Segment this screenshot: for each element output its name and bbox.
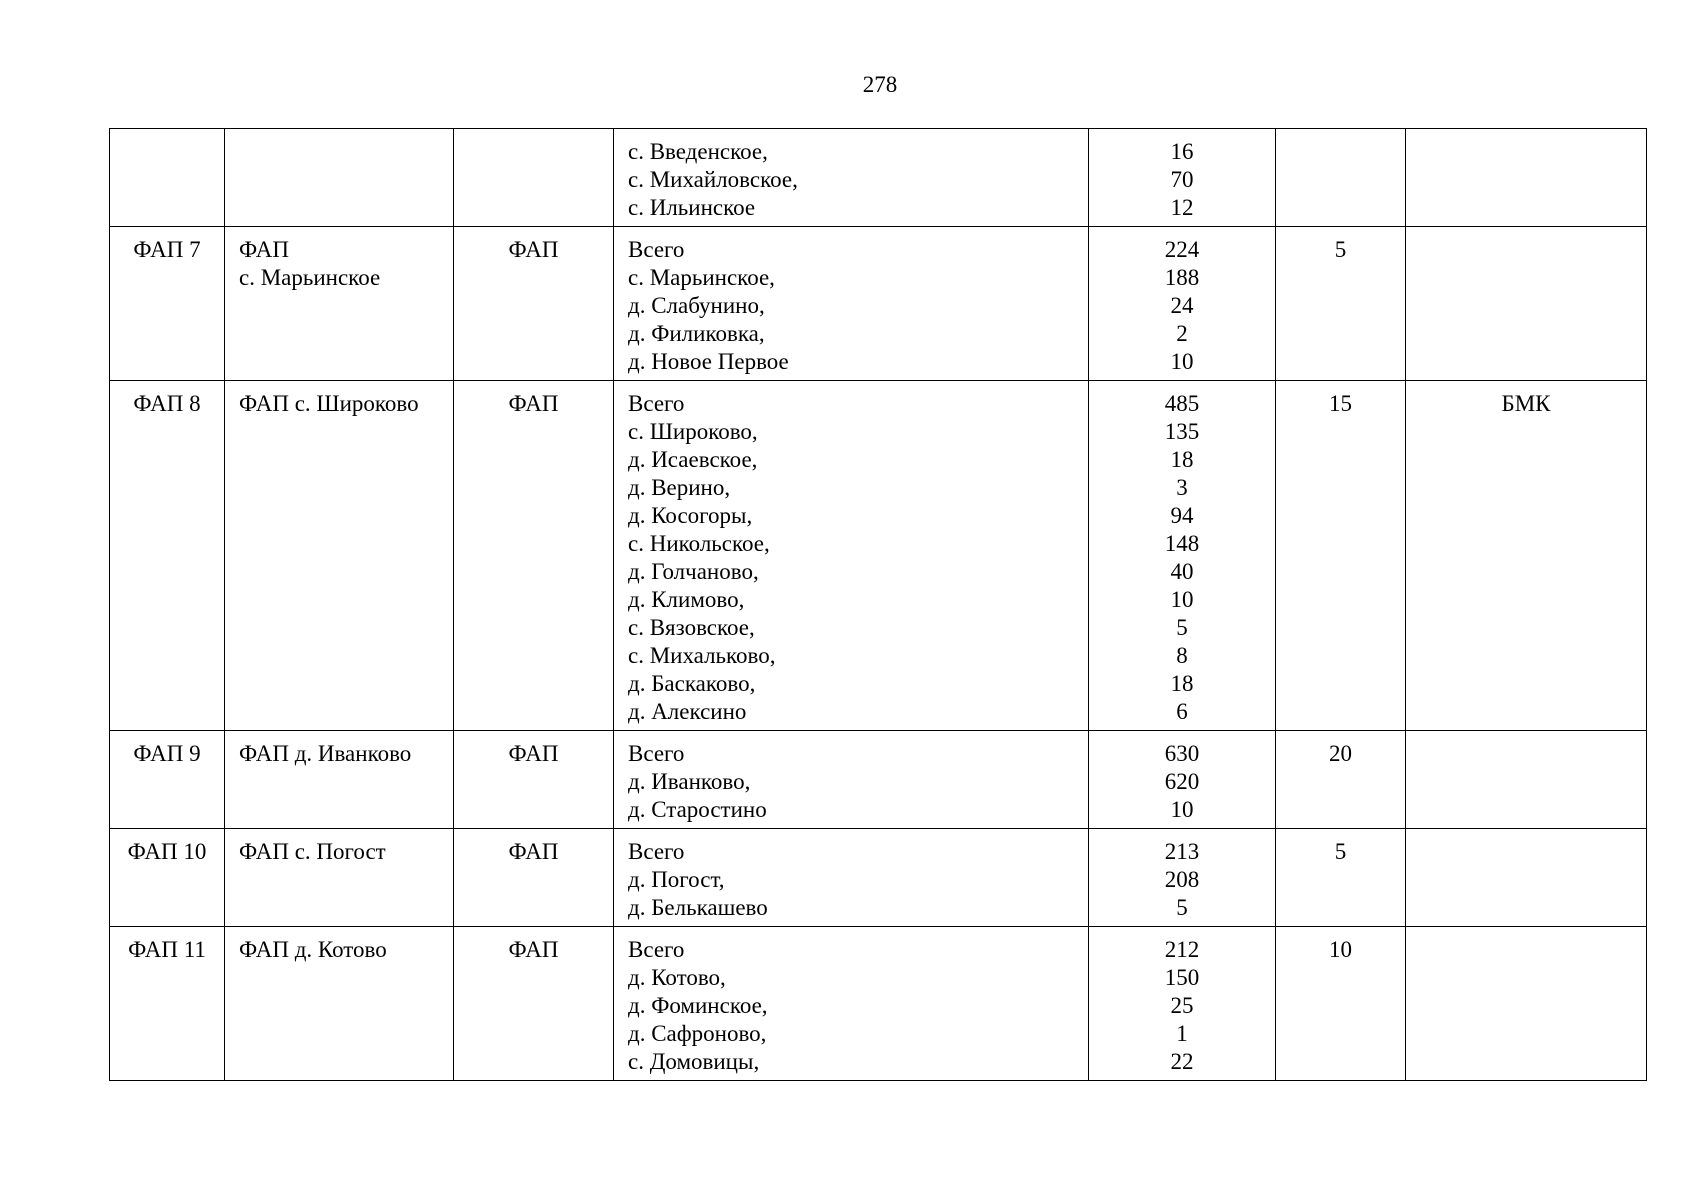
facility-code [124,138,210,166]
settlement-name: с. Марьинское, [628,265,775,290]
settlement-name: д. Новое Первое [628,349,789,374]
population-value: 40 [1170,559,1194,584]
distance-value: 10 [1329,937,1352,962]
population-value: 18 [1170,671,1194,696]
population-value: 150 [1164,965,1200,990]
population-value: 70 [1170,167,1194,192]
population-value: 10 [1170,797,1194,822]
facility-code-cell [110,227,225,381]
note-value [1420,138,1632,166]
population-value: 148 [1164,531,1200,556]
facility-name-cell [225,927,454,1081]
population-value: 8 [1176,643,1188,668]
note-cell [1406,829,1647,927]
table-body [110,129,1647,1081]
facility-code: ФАП 9 [133,741,201,766]
population-value: 94 [1170,503,1194,528]
settlements-cell [614,731,1089,829]
facility-type-cell [454,129,614,227]
facility-type [468,138,599,166]
settlements-cell [614,227,1089,381]
facility-name-cell [225,731,454,829]
settlement-name: д. Слабунино, [628,293,765,318]
facility-code-cell [110,927,225,1081]
settlement-name: д. Баскаково, [628,671,756,696]
settlement-name: с. Введенское, [628,139,768,164]
population-cell [1089,381,1276,731]
facility-code: ФАП 7 [133,237,201,262]
facility-code: ФАП 8 [133,391,201,416]
settlement-name: Всего [628,741,685,766]
population-value: 25 [1170,993,1194,1018]
settlement-name: д. Верино, [628,475,731,500]
facility-type: ФАП [508,391,559,416]
facility-code-cell [110,731,225,829]
distance-cell [1276,227,1406,381]
population-value: 212 [1164,937,1200,962]
table-row [110,731,1647,829]
settlement-name: д. Голчаново, [628,559,759,584]
facility-type: ФАП [508,937,559,962]
population-value: 18 [1170,447,1194,472]
population-value: 16 [1170,139,1194,164]
distance-value: 15 [1329,391,1352,416]
note-value: БМК [1501,391,1551,416]
facility-name-cell [225,381,454,731]
settlement-name: д. Котово, [628,965,726,990]
facility-type-cell [454,227,614,381]
population-value: 208 [1164,867,1200,892]
facility-name-line: ФАП д. Иванково [239,741,412,766]
settlement-name: Всего [628,237,685,262]
page-number: 278 [862,72,898,97]
note-value [1420,740,1632,768]
table-row [110,129,1647,227]
facility-name-line: ФАП с. Широково [239,391,419,416]
population-value: 485 [1164,391,1200,416]
facility-name-cell [225,227,454,381]
settlement-name: д. Исаевское, [628,447,758,472]
settlement-name: с. Вязовское, [628,615,755,640]
population-value: 3 [1176,475,1188,500]
facility-type: ФАП [508,839,559,864]
settlement-name: д. Погост, [628,867,725,892]
settlement-name: с. Михайловское, [628,167,798,192]
facility-type-cell [454,381,614,731]
population-value: 188 [1164,265,1200,290]
settlement-name: д. Старостино [628,797,767,822]
settlement-name: д. Белькашево [628,895,768,920]
facility-name-line: ФАП с. Погост [239,839,386,864]
distance-value [1290,138,1391,166]
settlement-name: с. Домовицы, [628,1049,760,1074]
population-cell [1089,829,1276,927]
distance-value: 20 [1329,741,1352,766]
settlement-name: д. Сафроново, [628,1021,767,1046]
distance-value: 5 [1334,839,1347,864]
population-value: 135 [1164,419,1200,444]
note-cell [1406,731,1647,829]
facility-name-line: с. Марьинское [239,265,381,290]
settlements-cell [614,829,1089,927]
settlement-name: Всего [628,839,685,864]
population-value: 5 [1176,895,1188,920]
population-value: 213 [1164,839,1200,864]
settlements-cell [614,129,1089,227]
settlement-name: с. Ильинское [628,195,756,220]
settlement-name: д. Филиковка, [628,321,765,346]
population-value: 630 [1164,741,1200,766]
population-cell [1089,227,1276,381]
table-row [110,227,1647,381]
distance-cell [1276,129,1406,227]
population-cell [1089,731,1276,829]
facility-name-line: ФАП д. Котово [239,937,387,962]
facility-type-cell [454,731,614,829]
population-value: 6 [1176,699,1188,724]
facilities-table [109,128,1647,1081]
facility-type-cell [454,829,614,927]
distance-cell [1276,829,1406,927]
settlement-name: д. Климово, [628,587,745,612]
facility-code: ФАП 10 [127,839,207,864]
settlement-name: д. Фоминское, [628,993,768,1018]
facility-type-cell [454,927,614,1081]
settlements-cell [614,381,1089,731]
facility-name-cell [225,829,454,927]
population-value: 24 [1170,293,1194,318]
population-value: 22 [1170,1049,1194,1074]
population-value: 620 [1164,769,1200,794]
settlement-name: с. Широково, [628,419,758,444]
settlement-name: д. Алексино [628,699,747,724]
note-cell [1406,129,1647,227]
note-cell [1406,227,1647,381]
facility-type: ФАП [508,741,559,766]
facility-code: ФАП 11 [128,937,206,962]
note-value [1420,236,1632,264]
note-cell [1406,381,1647,731]
facility-name-cell [225,129,454,227]
population-value: 1 [1176,1021,1188,1046]
settlement-name: Всего [628,391,685,416]
population-value: 12 [1170,195,1194,220]
table-row [110,927,1647,1081]
facility-code-cell [110,829,225,927]
settlement-name: с. Никольское, [628,531,770,556]
table-row [110,829,1647,927]
note-value [1420,838,1632,866]
population-cell [1089,129,1276,227]
distance-cell [1276,381,1406,731]
table-row [110,381,1647,731]
note-value [1420,936,1632,964]
population-value: 10 [1170,349,1194,374]
distance-value: 5 [1334,237,1347,262]
population-value: 224 [1164,237,1200,262]
settlement-name: д. Иванково, [628,769,751,794]
population-cell [1089,927,1276,1081]
note-cell [1406,927,1647,1081]
facility-type: ФАП [508,237,559,262]
population-value: 2 [1176,321,1188,346]
facility-name-line: ФАП [239,237,289,262]
settlement-name: с. Михальково, [628,643,776,668]
population-value: 5 [1176,615,1188,640]
settlement-name: д. Косогоры, [628,503,753,528]
population-value: 10 [1170,587,1194,612]
facility-code-cell [110,381,225,731]
facility-code-cell [110,129,225,227]
distance-cell [1276,927,1406,1081]
distance-cell [1276,731,1406,829]
settlement-name: Всего [628,937,685,962]
settlements-cell [614,927,1089,1081]
